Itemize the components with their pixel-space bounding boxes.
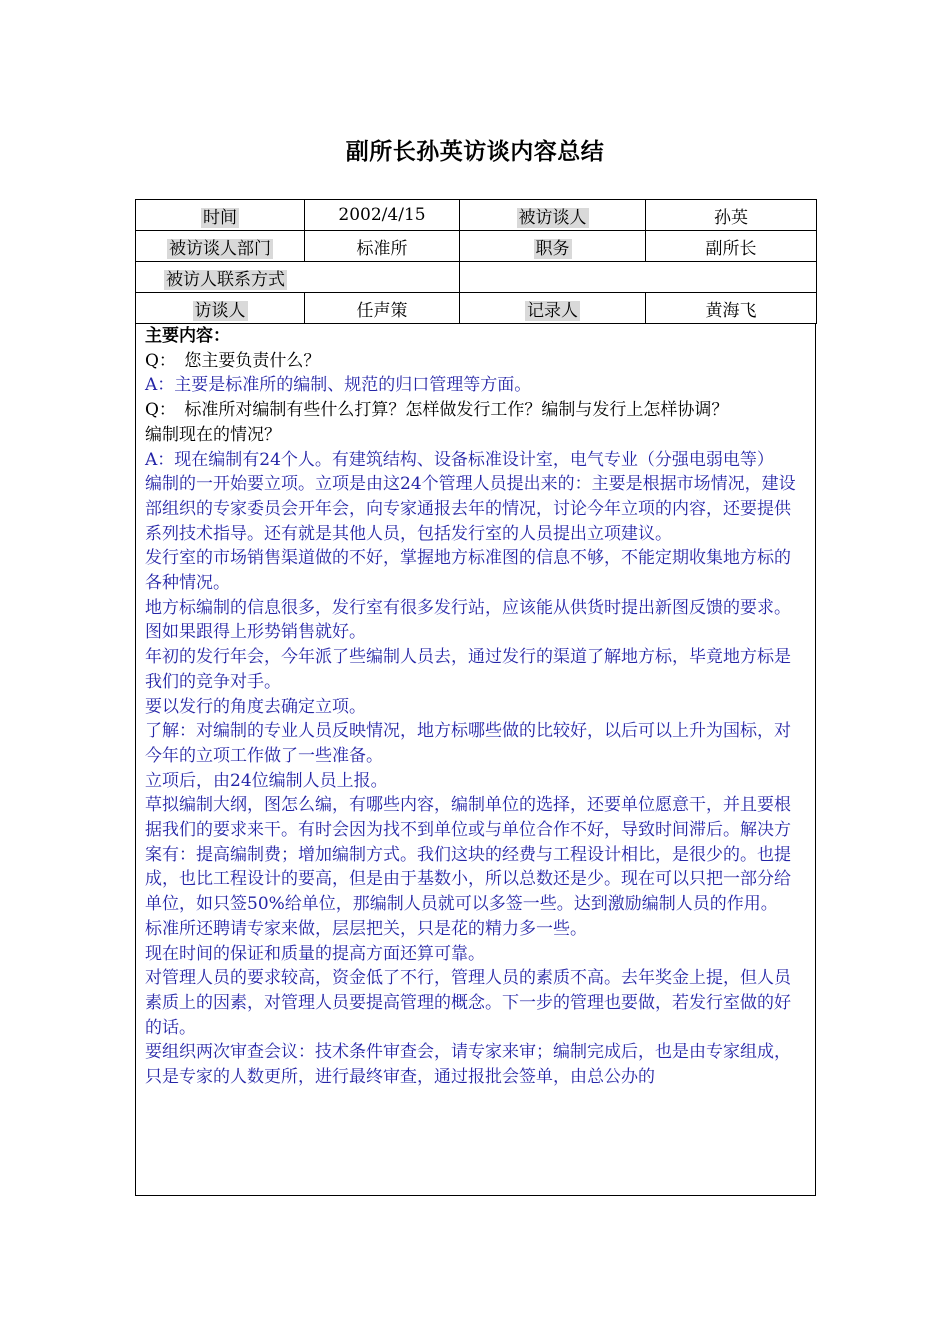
answer-paragraph: 要以发行的角度去确定立项。 [145,696,366,717]
question-1: Q： 您主要负责什么？ [145,350,321,371]
answer-paragraph: 标准所还聘请专家来做，层层把关，只是花的精力多一些。 [145,918,587,939]
answer-paragraph: 要组织两次审查会议：技术条件审查会，请专家来审；编制完成后，也是由专家组成，只是专家的人数更所，进行最终审查，通过报批会签单，由总公办的 [145,1042,791,1088]
answer-paragraph: 年初的发行年会，今年派了些编制人员去，通过发行的渠道了解地方标，毕竟地方标是我们的竞争对手。 [145,647,791,692]
contact-label-cell [136,262,460,293]
answer-1: A：主要是标准所的编制、规范的归口管理等方面。 [145,375,532,396]
interviewer-value: 任声策 [305,293,460,324]
answer-paragraph: 现在时间的保证和质量的提高方面还算可靠。 [145,943,485,964]
interview-info-table [135,199,817,324]
position-value: 副所长 [646,231,817,262]
dept-value: 标准所 [305,231,460,262]
dept-label: 被访谈人部门 [169,238,271,259]
answer-paragraph: A：现在编制有24个人。有建筑结构、设备标准设计室，电气专业（分强电弱电等） [145,449,774,470]
interviewer-label: 访谈人 [194,300,246,321]
document-title: 副所长孙英访谈内容总结 [345,138,605,165]
table-row [136,293,817,324]
time-label-cell [136,200,305,231]
answer-paragraph: 立项后，由24位编制人员上报。 [145,770,388,791]
interviewer-label-cell [136,293,305,324]
interviewee-value: 孙英 [646,200,817,231]
answer-paragraph: 了解：对编制的专业人员反映情况，地方标哪些做的比较好，以后可以上升为国标，对今年的立项工作做了一些准备。 [145,721,791,766]
answer-paragraph: 编制的一开始要立项。立项是由这24个管理人员提出来的：主要是根据市场情况，建设部组织的专家委员会开年会，向专家通报去年的情况，讨论今年立项的内容，还要提供系列技术指导。还有就是其他人员，包括发行室的人员提出立项建议。 [145,474,796,544]
table-row [136,231,817,262]
answer-paragraph: 地方标编制的信息很多，发行室有很多发行站，应该能从供货时提出新图反馈的要求。 [145,597,791,618]
position-label: 职务 [535,238,570,259]
contact-label: 被访人联系方式 [166,269,285,290]
position-label-cell [460,231,646,262]
interviewee-label-cell [460,200,646,231]
content-heading: 主要内容： [145,326,230,346]
recorder-value: 黄海飞 [646,293,817,324]
contact-value [460,262,817,293]
question-2-line-1: Q： 标准所对编制有些什么打算？怎样做发行工作？编制与发行上怎样协调？ [145,400,729,421]
recorder-label: 记录人 [527,300,578,321]
question-2-line-2: 编制现在的情况？ [145,424,281,445]
answer-paragraph: 草拟编制大纲，图怎么编，有哪些内容，编制单位的选择，还要单位愿意干，并且要根据我们的要求来干。有时会因为找不到单位或与单位合作不好，导致时间滞后。解决方案有：提高编制费；增加编制方式。我们这块的经费与工程设计相比，是很少的。也提成，也比工程设计的要高，但是由于基数小，所以总数还是少。现在可以只把一部分给单位，如只签50%给单位，那编制人员就可以多签一些。达到激励编制人员的作用。 [145,795,791,915]
dept-label-cell [136,231,305,262]
answer-paragraph: 对管理人员的要求较高，资金低了不行，管理人员的素质不高。去年奖金上提，但人员素质上的因素，对管理人员要提高管理的概念。下一步的管理也要做，若发行室做的好的话。 [145,968,791,1038]
interviewee-label: 被访谈人 [518,207,587,228]
answer-paragraph: 图如果跟得上形势销售就好。 [145,622,366,643]
answer-paragraph: 发行室的市场销售渠道做的不好，掌握地方标准图的信息不够，不能定期收集地方标的各种情况。 [145,548,791,594]
table-row [136,200,817,231]
time-value: 2002/4/15 [305,200,460,231]
table-row [136,262,817,293]
time-label: 时间 [203,207,237,228]
main-content-box [135,324,816,1196]
recorder-label-cell [460,293,646,324]
